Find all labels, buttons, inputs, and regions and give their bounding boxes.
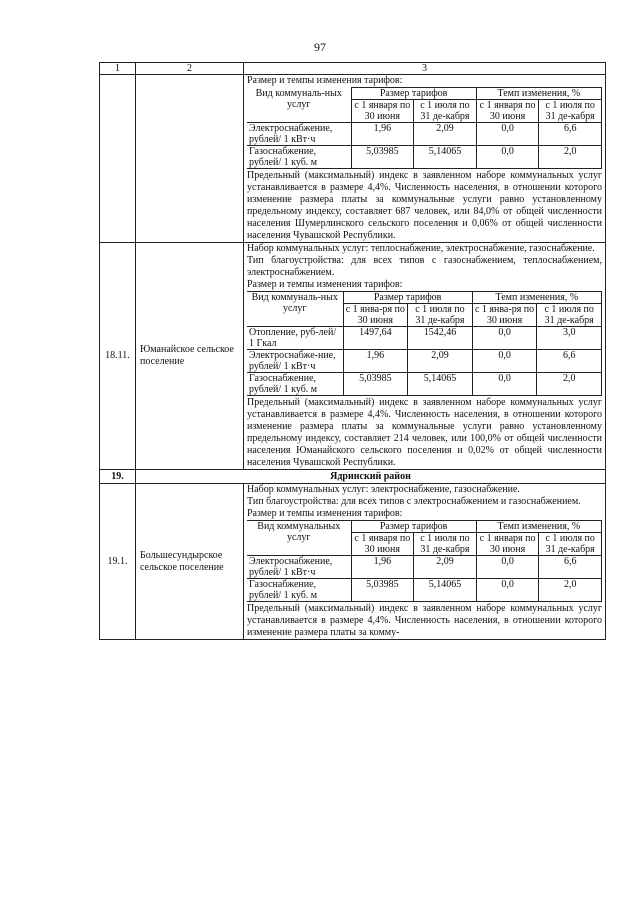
entry-number: 18.11. (100, 243, 136, 470)
tariff-row: Газоснабжение, рублей/ 1 куб. м 5,03985 5,14065 0,0 2,0 (247, 579, 602, 602)
period-jan-jun: с 1 января по 30 июня (351, 100, 414, 123)
settlement-name: Юманайское сельское поселение (136, 243, 244, 470)
period-jul-dec: с 1 июля по 31 де-кабря (414, 533, 477, 556)
section-title: Ядринский район (136, 470, 606, 484)
section-row (100, 470, 606, 484)
rate-jul-dec: с 1 июля по 31 де-кабря (537, 304, 602, 327)
change-rate-header: Темп изменения, % (472, 292, 601, 304)
entry-row (100, 243, 606, 470)
period-jan-jun: с 1 янва-ря по 30 июня (343, 304, 408, 327)
entry-row (100, 484, 606, 640)
tariff-row: Газоснабжение, рублей/ 1 куб. м 5,03985 5,14065 0,0 2,0 (247, 146, 602, 169)
index-paragraph: Предельный (максимальный) индекс в заявленном наборе коммунальных услуг устанавливается в размере 4,4%. Численность населения, в отношении которого изменение размера платы за коммунальные услуги равно установленному предельному индексу, составляет 214 человек, или 100,0% от общей численности населения Юманайского сельского поселения и 0,02% от общей численности населения Чувашской Республики. (247, 397, 602, 468)
tariff-size-header: Размер тарифов (351, 521, 476, 533)
tariff-row: Электроснабжение, рублей/ 1 кВт·ч 1,96 2,09 0,0 6,6 (247, 123, 602, 146)
tariff-heading: Размер и темпы изменения тарифов: (247, 508, 403, 519)
change-rate-header: Темп изменения, % (476, 521, 601, 533)
tariff-row: Электроснабже-ние, рублей/ 1 кВт·ч 1,96 2,09 0,0 6,6 (247, 350, 602, 373)
period-jul-dec: с 1 июля по 31 де-кабря (408, 304, 473, 327)
tariff-row: Газоснабжение, рублей/ 1 куб. м 5,03985 5,14065 0,0 2,0 (247, 373, 602, 396)
index-paragraph: Предельный (максимальный) индекс в заявленном наборе коммунальных услуг устанавливается в размере 4,4%. Численность населения, в отношении которого изменение размера платы за коммунальные услуги равно установленному предельному индексу, составляет 687 человек, или 84,0% от общей численности населения Шумерлинского сельского поселения и 0,06% от общей численности населения Чувашской Республики. (247, 170, 602, 241)
rate-jan-jun: с 1 янва-ря по 30 июня (472, 304, 537, 327)
improvement-paragraph: Тип благоустройства: для всех типов с электроснабжением и газоснабжением. (247, 496, 581, 507)
tariff-size-header: Размер тарифов (343, 292, 472, 304)
column-header-row (100, 63, 606, 75)
service-type-header: Вид коммуналь-ных услуг (247, 88, 351, 123)
period-jul-dec: с 1 июля по 31 де-кабря (414, 100, 477, 123)
services-paragraph: Набор коммунальных услуг: теплоснабжение, электроснабжение, газоснабжение. (247, 243, 595, 254)
column-header-3: 3 (244, 63, 606, 75)
service-type-header: Вид коммунальных услуг (247, 521, 351, 556)
section-number: 19. (100, 470, 136, 484)
tariff-size-header: Размер тарифов (351, 88, 476, 100)
column-header-2: 2 (136, 63, 244, 75)
entry-number: 19.1. (100, 484, 136, 640)
service-type-header: Вид коммуналь-ных услуг (247, 292, 343, 327)
period-jan-jun: с 1 января по 30 июня (351, 533, 414, 556)
settlement-name: Большесундырское сельское поселение (136, 484, 244, 640)
rate-jul-dec: с 1 июля по 31 де-кабря (539, 100, 602, 123)
tariff-table (247, 87, 602, 169)
tariff-table (247, 520, 602, 602)
tariff-table (247, 291, 602, 396)
entry-row-continued (100, 75, 606, 243)
tariff-row: Электроснабжение, рублей/ 1 кВт·ч 1,96 2,09 0,0 6,6 (247, 556, 602, 579)
services-paragraph: Набор коммунальных услуг: электроснабжение, газоснабжение. (247, 484, 520, 495)
index-paragraph: Предельный (максимальный) индекс в заявленном наборе коммунальных услуг устанавливается в размере 4,4%. Численность населения, в отношении которого изменение размера платы за комму- (247, 603, 602, 638)
tariff-heading: Размер и темпы изменения тарифов: (247, 75, 403, 86)
column-header-1: 1 (100, 63, 136, 75)
rate-jul-dec: с 1 июля по 31 де-кабря (539, 533, 602, 556)
rate-jan-jun: с 1 января по 30 июня (476, 100, 539, 123)
tariff-heading: Размер и темпы изменения тарифов: (247, 279, 403, 290)
main-table (99, 62, 606, 640)
improvement-paragraph: Тип благоустройства: для всех типов с газоснабжением, теплоснабжением, электроснабжением. (247, 255, 602, 278)
rate-jan-jun: с 1 января по 30 июня (476, 533, 539, 556)
tariff-row: Отопление, руб-лей/ 1 Гкал 1497,64 1542,46 0,0 3,0 (247, 327, 602, 350)
change-rate-header: Темп изменения, % (476, 88, 601, 100)
page-number: 97 (314, 40, 326, 54)
